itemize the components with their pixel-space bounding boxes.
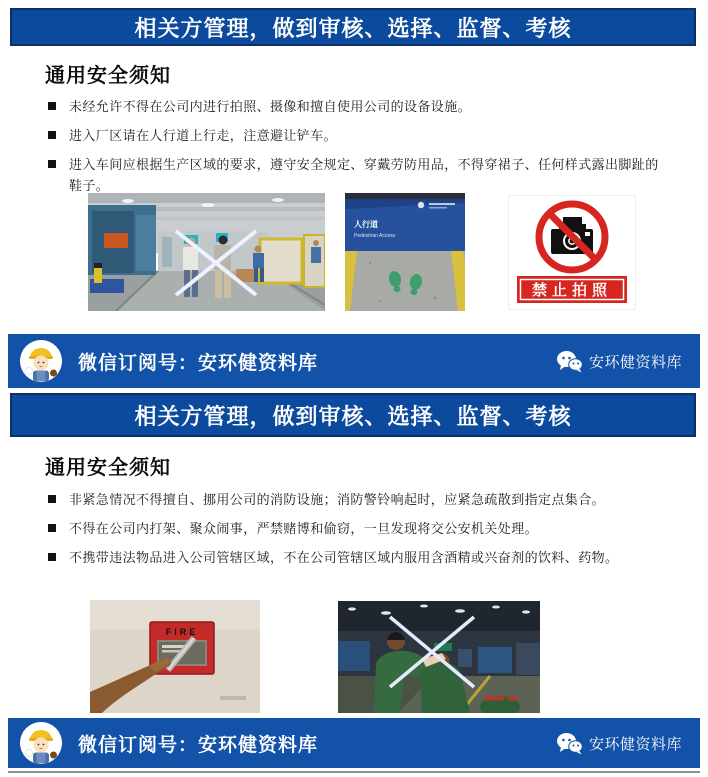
bullet-item [48, 154, 660, 196]
bullet-square-icon [48, 553, 56, 561]
bullet-text: 未经允许不得在公司内进行拍照、摄像和擅自使用公司的设备设施。 [69, 99, 472, 114]
bullet-item [48, 489, 660, 510]
bullet-square-icon [48, 524, 56, 532]
worker-avatar-icon [20, 340, 62, 382]
bullet-square-icon [48, 131, 56, 139]
footer-account-group [556, 350, 682, 373]
slide1-banner-title: 相关方管理，做到审核、选择、监督、考核 [134, 15, 572, 41]
fire-alarm-photo [90, 600, 260, 713]
bullet-item [48, 518, 660, 539]
fighting-illustration [338, 601, 540, 713]
no-photography-sign [508, 195, 636, 310]
bullet-text: 进入厂区请在人行道上行走，注意避让铲车。 [69, 128, 338, 143]
slide2-footer-bar [8, 718, 700, 768]
fire-alarm-illustration [90, 600, 260, 713]
slide1-section-heading: 通用安全须知 [45, 65, 171, 87]
bullet-text: 不携带违法物品进入公司管辖区域，不在公司管辖区域内服用含酒精或兴奋剂的饮料、药物。 [69, 550, 619, 565]
bullet-square-icon [48, 495, 56, 503]
slide2-title-banner [10, 393, 696, 437]
bullet-item [48, 96, 660, 117]
slide2-bullet-list [48, 489, 660, 576]
wechat-icon [556, 732, 583, 755]
footer-account-name: 安环健资料库 [588, 735, 682, 753]
footer-account-group [556, 732, 682, 755]
bullet-text: 不得在公司内打架、聚众闹事，严禁赌博和偷窃，一旦发现将交公安机关处理。 [69, 521, 539, 536]
slide2-section-heading: 通用安全须知 [45, 457, 171, 479]
bullet-square-icon [48, 102, 56, 110]
bullet-square-icon [48, 160, 56, 168]
slide2-banner-title: 相关方管理，做到审核、选择、监督、考核 [134, 403, 572, 429]
wechat-icon [556, 350, 583, 373]
walkway-illustration [345, 193, 465, 311]
worker-avatar [20, 340, 62, 382]
walkway-sign-cn-label: 人行道 [354, 220, 378, 229]
slide1-title-banner [10, 8, 696, 46]
bullet-item [48, 125, 660, 146]
slide1-bullet-list [48, 96, 660, 204]
factory-aisle-illustration [88, 193, 325, 311]
worker-avatar-icon [20, 722, 62, 764]
no-photography-illustration [508, 195, 636, 310]
walkway-sign-en-label: Pedestrian Access [354, 233, 396, 239]
bullet-text: 非紧急情况不得擅自、挪用公司的消防设施；消防警铃响起时，应紧急疏散到指定点集合。 [69, 492, 606, 507]
bullet-text: 进入车间应根据生产区域的要求，遵守安全规定、穿戴劳防用品，不得穿裙子、任何样式露出脚趾的鞋子。 [69, 157, 659, 193]
footer-account-name: 安环健资料库 [588, 353, 682, 371]
footer-subscription-text: 微信订阅号：安环健资料库 [78, 734, 319, 756]
pedestrian-walkway-photo [345, 193, 465, 311]
footer-subscription-text: 微信订阅号：安环健资料库 [78, 352, 319, 374]
slide1-footer-bar [8, 334, 700, 388]
no-photography-label: 禁止拍照 [531, 282, 613, 299]
bottom-divider-line [8, 771, 700, 773]
bullet-item [48, 547, 660, 568]
fire-alarm-label: FIRE [165, 627, 199, 637]
wechat-logo [556, 732, 583, 755]
worker-avatar [20, 722, 62, 764]
wechat-logo [556, 350, 583, 373]
fighting-workers-crossed-photo [338, 601, 540, 713]
factory-aisle-crossed-photo [88, 193, 325, 311]
